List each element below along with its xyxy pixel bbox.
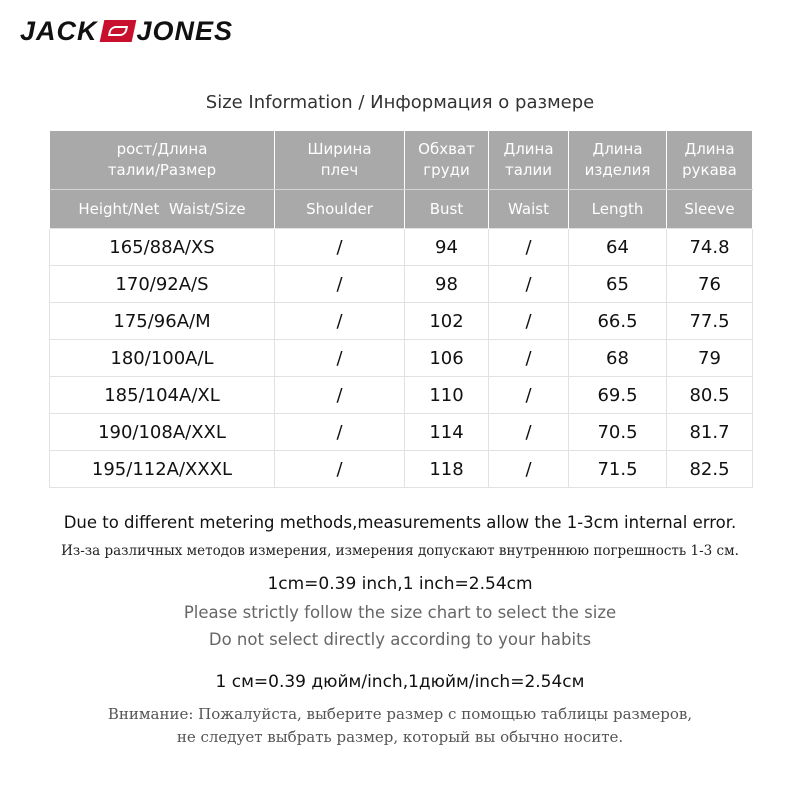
cell-length: 69.5 [569, 377, 667, 414]
cell-length: 64 [569, 229, 667, 266]
cell-size: 165/88A/XS [50, 229, 275, 266]
cell-sleeve: 80.5 [667, 377, 753, 414]
header-en-size: Height/Net Waist/Size [50, 190, 275, 229]
size-table [49, 131, 753, 488]
advice-line-1: Please strictly follow the size chart to select the size [183, 603, 617, 622]
cell-shoulder: / [275, 303, 405, 340]
header-ru-bust: Обхват груди [405, 131, 489, 190]
cell-shoulder: / [275, 266, 405, 303]
cell-sleeve: 74.8 [667, 229, 753, 266]
cell-size: 195/112A/XXXL [50, 451, 275, 488]
header-ru-waist: Длина талии [489, 131, 569, 190]
cell-size: 190/108A/XXL [50, 414, 275, 451]
header-ru-sleeve: Длина рукава [667, 131, 753, 190]
header-en-length: Length [569, 190, 667, 229]
header-en-shoulder: Shoulder [275, 190, 405, 229]
cell-waist: / [489, 266, 569, 303]
cell-waist: / [489, 229, 569, 266]
table-row [50, 266, 753, 303]
cell-shoulder: / [275, 229, 405, 266]
table-row [50, 340, 753, 377]
cell-shoulder: / [275, 377, 405, 414]
cell-length: 68 [569, 340, 667, 377]
cell-size: 180/100A/L [50, 340, 275, 377]
header-ru-size: рост/Длина талии/Размер [50, 131, 275, 190]
cell-waist: / [489, 414, 569, 451]
page-title: Size Information / Информация о размере [205, 92, 595, 113]
cell-bust: 98 [405, 266, 489, 303]
cell-bust: 110 [405, 377, 489, 414]
cell-length: 70.5 [569, 414, 667, 451]
brand-word-jack: JACK [20, 15, 98, 46]
header-row-ru [50, 131, 753, 190]
cell-size: 185/104A/XL [50, 377, 275, 414]
cell-length: 71.5 [569, 451, 667, 488]
cell-waist: / [489, 303, 569, 340]
cell-shoulder: / [275, 414, 405, 451]
table-row [50, 303, 753, 340]
cell-length: 66.5 [569, 303, 667, 340]
header-en-waist: Waist [489, 190, 569, 229]
cell-bust: 94 [405, 229, 489, 266]
brand-word-jones: JONES [136, 15, 234, 46]
cell-shoulder: / [275, 451, 405, 488]
cell-waist: / [489, 451, 569, 488]
header-ru-length: Длина изделия [569, 131, 667, 190]
cell-bust: 118 [405, 451, 489, 488]
cell-sleeve: 76 [667, 266, 753, 303]
cell-size: 170/92A/S [50, 266, 275, 303]
table-row [50, 451, 753, 488]
cell-bust: 102 [405, 303, 489, 340]
cell-bust: 114 [405, 414, 489, 451]
header-en-bust: Bust [405, 190, 489, 229]
cell-sleeve: 77.5 [667, 303, 753, 340]
brand-flag-icon [99, 20, 136, 42]
warning-ru-line-1: Внимание: Пожалуйста, выберите размер с помощью таблицы размеров, [107, 705, 693, 723]
conversion-en: 1cm=0.39 inch,1 inch=2.54cm [267, 574, 533, 594]
error-note-ru: Из-за различных методов измерения, измерения допускают внутреннюю погрешность 1-3 см. [61, 543, 739, 559]
header-row-en [50, 190, 753, 229]
conversion-ru: 1 см=0.39 дюйм/inch,1дюйм/inch=2.54см [215, 672, 585, 692]
table-row [50, 377, 753, 414]
cell-size: 175/96A/M [50, 303, 275, 340]
cell-sleeve: 81.7 [667, 414, 753, 451]
advice-line-2: Do not select directly according to your habits [208, 630, 592, 649]
cell-sleeve: 79 [667, 340, 753, 377]
table-row [50, 229, 753, 266]
header-ru-shoulder: Ширина плеч [275, 131, 405, 190]
cell-bust: 106 [405, 340, 489, 377]
table-row [50, 414, 753, 451]
error-note-en: Due to different metering methods,measurements allow the 1-3cm internal error. [63, 513, 737, 532]
warning-ru-line-2: не следует выбрать размер, который вы обычно носите. [176, 728, 624, 746]
cell-sleeve: 82.5 [667, 451, 753, 488]
cell-waist: / [489, 340, 569, 377]
header-en-sleeve: Sleeve [667, 190, 753, 229]
cell-waist: / [489, 377, 569, 414]
cell-shoulder: / [275, 340, 405, 377]
brand-logo [20, 14, 233, 48]
cell-length: 65 [569, 266, 667, 303]
